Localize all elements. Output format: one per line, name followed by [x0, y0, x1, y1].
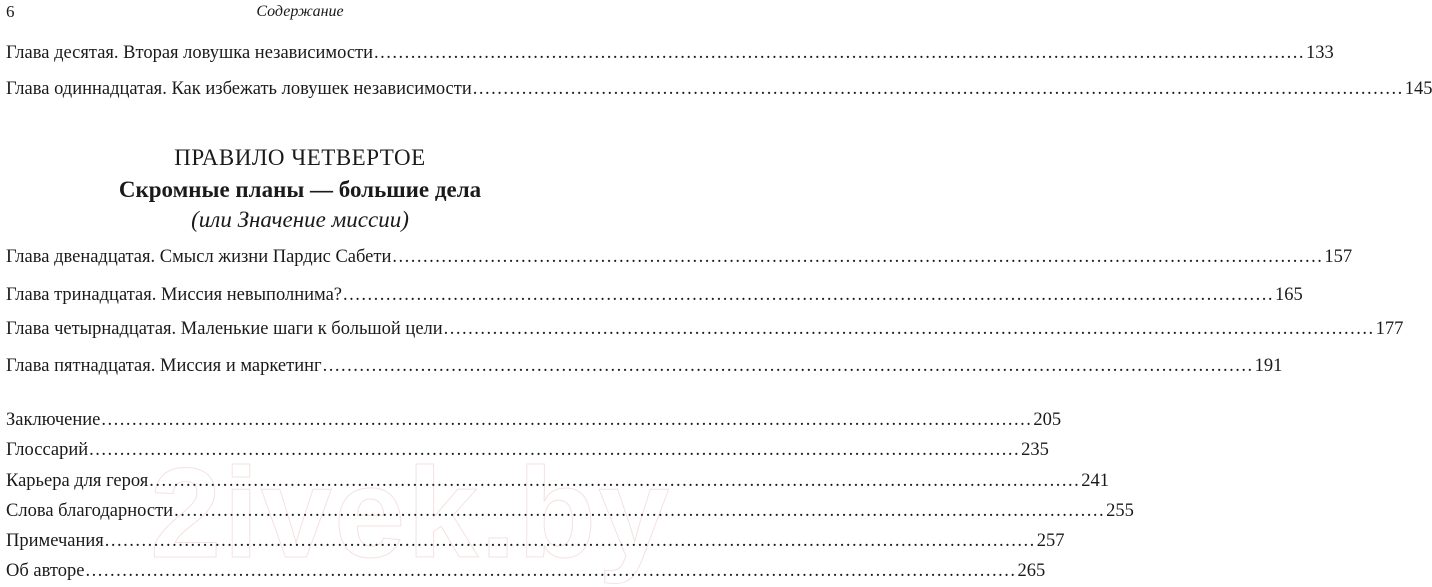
toc-entry-page: 235 — [1021, 440, 1049, 460]
toc-leader-dots — [473, 78, 1404, 100]
toc-entry — [6, 78, 1432, 100]
toc-leader-dots — [374, 42, 1305, 64]
toc-leader-dots — [444, 318, 1375, 340]
toc-entry-title: Карьера для героя — [6, 471, 149, 491]
toc-entry-page: 157 — [1324, 247, 1353, 267]
page-number: 6 — [6, 2, 15, 21]
toc-entry-page: 255 — [1106, 501, 1134, 521]
toc-entry-title: Глава тринадцатая. Миссия невыполнима? — [6, 285, 342, 305]
toc-entry-page: 191 — [1254, 356, 1283, 376]
toc-entry — [6, 470, 1110, 492]
toc-entry-title: Глава десятая. Вторая ловушка независимости — [6, 43, 374, 63]
toc-entry — [6, 355, 1283, 377]
toc-leader-dots — [101, 409, 1032, 431]
toc-entry-page: 133 — [1306, 43, 1334, 63]
toc-entry — [6, 560, 1046, 582]
toc-entry — [6, 409, 1062, 431]
toc-entry-page: 165 — [1275, 285, 1303, 305]
toc-leader-dots — [392, 246, 1323, 268]
toc-entry — [6, 284, 1303, 306]
toc-entry-title: Глава пятнадцатая. Миссия и маркетинг — [6, 356, 322, 376]
toc-entry — [6, 530, 1065, 552]
toc-entry-title: Примечания — [6, 531, 104, 551]
toc-entry-title: Об авторе — [6, 561, 85, 581]
toc-entry-title: Заключение — [6, 410, 101, 430]
toc-leader-dots — [174, 500, 1105, 522]
toc-entry — [6, 318, 1404, 340]
toc-leader-dots — [149, 470, 1080, 492]
toc-entry — [6, 42, 1334, 64]
toc-leader-dots — [323, 355, 1254, 377]
toc-entry — [6, 439, 1049, 461]
toc-leader-dots — [343, 284, 1274, 306]
toc-entry — [6, 500, 1134, 522]
toc-entry-title: Глоссарий — [6, 440, 89, 460]
toc-entry-page: 257 — [1036, 531, 1065, 551]
toc-entry-title: Глава двенадцатая. Смысл жизни Пардис Сабети — [6, 247, 392, 267]
toc-entry-page: 241 — [1081, 471, 1110, 491]
toc-entry-title: Слова благодарности — [6, 501, 174, 521]
toc-entry-page: 205 — [1033, 410, 1062, 430]
running-head: Содержание — [256, 3, 344, 20]
toc-leader-dots — [85, 560, 1016, 582]
section-subtitle: Скромные планы — большие дела — [118, 177, 482, 202]
toc-leader-dots — [105, 530, 1036, 552]
watermark: 2ivek.by — [150, 442, 672, 585]
toc-entry-title: Глава одиннадцатая. Как избежать ловушек независимости — [6, 79, 472, 99]
section-alt-title: (или Значение миссии) — [191, 207, 409, 232]
toc-entry-page: 177 — [1375, 319, 1404, 339]
toc-leader-dots — [89, 439, 1020, 461]
toc-entry — [6, 246, 1353, 268]
toc-entry-page: 145 — [1404, 79, 1432, 99]
toc-entry-title: Глава четырнадцатая. Маленькие шаги к большой цели — [6, 319, 443, 339]
section-heading: ПРАВИЛО ЧЕТВЕРТОЕ — [174, 145, 426, 170]
toc-entry-page: 265 — [1017, 561, 1046, 581]
